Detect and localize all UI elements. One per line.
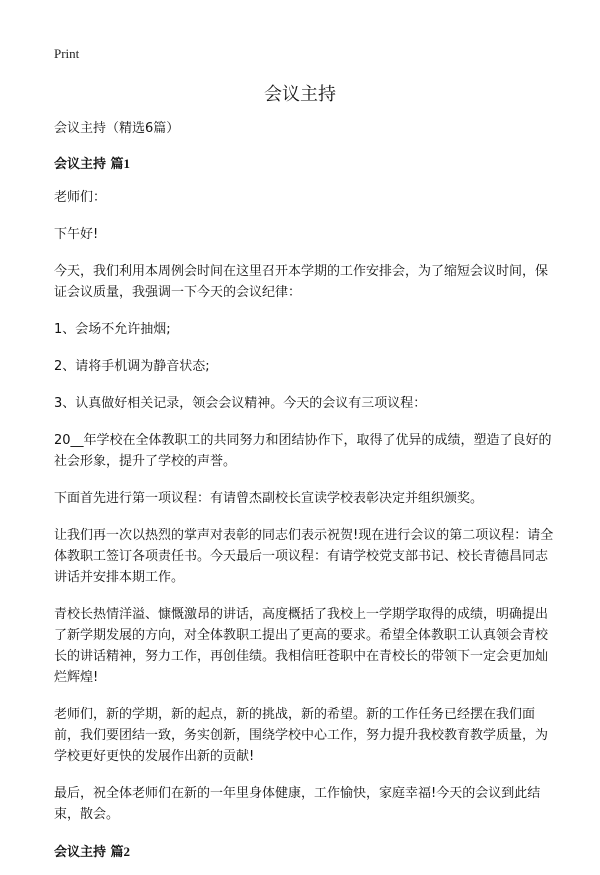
paragraph: 老师们： [54, 190, 107, 205]
paragraph: 让我们再一次以热烈的掌声对表彰的同志们表示祝贺!现在进行会议的第二项议程：请全体教职工签订各项责任书。今天最后一项议程：有请学校党支部书记、校长青德昌同志讲话并安排本期工作。 [54, 528, 554, 585]
section-heading-prefix: 会议主持 篇 [54, 845, 124, 860]
section-heading-number: 1 [123, 156, 131, 171]
document-body [54, 118, 554, 875]
document-subtitle: 会议主持（精选6篇） [54, 121, 180, 136]
paragraph: 下面首先进行第一项议程：有请曾杰副校长宣读学校表彰决定并组织颁奖。 [54, 491, 484, 506]
paragraph: 今天，我们利用本周例会时间在这里召开本学期的工作安排会，为了缩短会议时间，保证会议质量，我强调一下今天的会议纪律： [54, 264, 549, 300]
paragraph: 2、请将手机调为静音状态; [54, 359, 210, 374]
paragraph: 老师们，新的学期，新的起点，新的挑战，新的希望。新的工作任务已经摆在我们面前，我们要团结一致，务实创新，围绕学校中心工作，努力提升我校教育教学质量，为学校更好更快的发展作出新的贡献! [54, 707, 549, 764]
section-heading [54, 153, 554, 175]
document-title: 会议主持 [264, 84, 336, 105]
paragraph: 下午好! [54, 227, 99, 242]
paragraph: 20__年学校在全体教职工的共同努力和团结协作下，取得了优异的成绩，塑造了良好的社会形象，提升了学校的声誉。 [54, 433, 552, 469]
section-heading-prefix: 会议主持 篇 [54, 157, 124, 172]
section-heading [54, 841, 554, 863]
paragraph: 青校长热情洋溢、慷慨激昂的讲话，高度概括了我校上一学期学取得的成绩，明确提出了新学期发展的方向，对全体教职工提出了更高的要求。希望全体教职工认真领会青校长的讲话精神，努力工作，再创佳绩。我相信旺苍职中在青校长的带领下一定会更加灿烂辉煌! [54, 607, 549, 685]
print-label: Print [54, 46, 80, 61]
paragraph: 1、会场不允许抽烟; [54, 322, 171, 337]
paragraph: 最后，祝全体老师们在新的一年里身体健康，工作愉快，家庭幸福!今天的会议到此结束，散会。 [54, 786, 541, 822]
section-heading-number: 2 [123, 844, 131, 859]
paragraph: 3、认真做好相关记录，领会会议精神。今天的会议有三项议程： [54, 396, 427, 411]
